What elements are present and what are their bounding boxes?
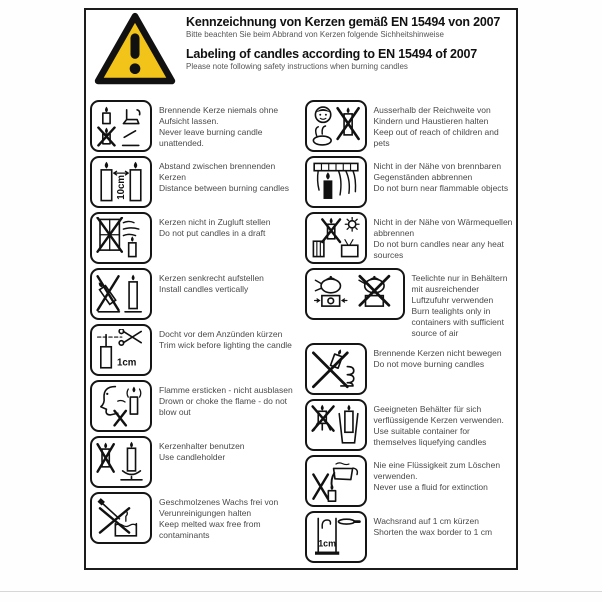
rule-no-moving [305,343,514,395]
rule-text-de: Docht vor dem Anzünden kürzen [159,329,283,339]
title-english: Labeling of candles according to EN 15494 of 2007 [186,47,477,61]
rule-text [159,217,271,239]
rule-no-flammable [305,156,514,208]
rule-text [374,161,514,194]
suitable-container-icon [305,399,367,451]
tealight-air-supply-icon [305,268,405,320]
subtitle-german: Bitte beachten Sie beim Abbrand von Kerzen folgende Sichheitshinweise [186,30,444,39]
rule-text-de: Kerzenhalter benutzen [159,441,245,451]
rules-grid [86,94,516,567]
rule-text [412,273,514,339]
rule-keep-wax-clean [90,492,299,544]
no-unattended-candle-icon [90,100,152,152]
rule-text-de: Brennende Kerze niemals ohne Aufsicht lassen. [159,105,279,127]
rule-text [159,273,264,295]
no-flammable-objects-icon [305,156,367,208]
rule-text-en: Install candles vertically [159,284,249,295]
rule-text [374,217,514,261]
wax-border-icon [305,511,367,563]
keep-wax-clean-icon [90,492,152,544]
icon-measure-label: 1cm [317,538,336,549]
rule-no-unattended [90,100,299,152]
no-blow-out-icon [90,380,152,432]
rules-column-right [305,100,514,567]
no-fluid-extinction-icon [305,455,367,507]
trim-wick-icon [90,324,152,376]
rule-no-fluid [305,455,514,507]
rule-text [159,105,299,149]
rule-text-en: Distance between burning candles [159,183,289,194]
rule-trim-wick [90,324,299,376]
title-german: Kennzeichnung von Kerzen gemäß EN 15494 von 2007 [186,15,501,29]
rule-text [374,516,493,538]
rule-text [159,441,245,463]
rule-text-en: Never leave burning candle unattended. [159,127,263,149]
rule-install-vertically [90,268,299,320]
rule-text-de: Wachsrand auf 1 cm kürzen [373,516,480,527]
rule-text-de: Nicht in der Nähe von brennbaren Gegenständen abbrennen [373,161,502,183]
rule-text-en: Drown or choke the flame - do not blow out [159,396,288,418]
rule-use-candleholder [90,436,299,488]
subtitle-english: Please note following safety instructions when burning candles [186,62,408,71]
rule-candle-distance [90,156,299,208]
rule-text-en: Do not put candles in a draft [159,228,266,239]
no-heat-sources-icon [305,212,367,264]
rule-tealight-air [305,268,514,339]
rule-text-de: Brennende Kerzen nicht bewegen [373,348,502,359]
rule-text [159,329,292,351]
page-bottom-rule [0,591,602,592]
rule-text-de: Nie eine Flüssigkeit zum Löschen verwenden. [373,460,501,482]
candle-distance-icon [90,156,152,208]
icon-measure-label: 1cm [116,357,137,369]
rule-text [374,105,514,149]
rule-text-en: Burn tealights only in containers with sufficient source of air [411,306,504,339]
rule-text-en: Do not burn candles near any heat sources [373,239,504,261]
rule-text [374,460,514,493]
rules-column-left [90,100,299,567]
icon-measure-label: 10cm [116,174,128,200]
rule-text-de: Ausserhalb der Reichweite von Kindern und Haustieren halten [373,105,491,127]
candle-vertical-icon [90,268,152,320]
rule-text-en: Never use a fluid for extinction [373,482,488,493]
rule-text-en: Use candleholder [159,452,226,463]
rule-text-de: Abstand zwischen brennenden Kerzen [159,161,276,183]
rule-text [374,404,514,448]
label-sheet [84,8,518,570]
rule-text-de: Nicht in der Nähe von Wärmequellen abbrennen [373,217,513,239]
rule-text-en: Do not burn near flammable objects [373,183,509,194]
rule-text [159,497,299,541]
rule-text-en: Use suitable container for themselves liquefying candles [373,426,487,448]
rule-no-blow-out [90,380,299,432]
rule-text-de: Teelichte nur in Behältern mit ausreichender Luftzufuhr verwenden [411,273,508,306]
rule-text-en: Keep melted wax free from contaminants [159,519,261,541]
rule-text-de: Kerzen senkrecht aufstellen [159,273,264,283]
rule-text-de: Kerzen nicht in Zugluft stellen [159,217,271,227]
use-candleholder-icon [90,436,152,488]
rule-text [374,348,502,370]
rule-wax-border [305,511,514,563]
rule-text-en: Keep out of reach of children and pets [373,127,499,149]
rule-no-draft [90,212,299,264]
rule-suitable-container [305,399,514,451]
rule-text-de: Geschmolzenes Wachs frei von Verunreinigungen halten [159,497,279,519]
rule-text-de: Flamme ersticken - nicht ausblasen [159,385,293,395]
rule-text [159,161,299,194]
rule-children-pets [305,100,514,152]
rule-text-en: Trim wick before lighting the candle [159,340,292,351]
rule-no-heat-sources [305,212,514,264]
rule-text-en: Shorten the wax border to 1 cm [373,527,493,538]
keep-from-children-pets-icon [305,100,367,152]
rule-text-en: Do not move burning candles [373,359,485,370]
warning-triangle-icon [94,12,176,86]
rule-text [159,385,299,418]
no-draft-icon [90,212,152,264]
rule-text-de: Geeigneten Behälter für sich verflüssigende Kerzen verwenden. [373,404,504,426]
no-moving-burning-candle-icon [305,343,367,395]
header-titles [186,12,500,71]
header [86,10,516,94]
